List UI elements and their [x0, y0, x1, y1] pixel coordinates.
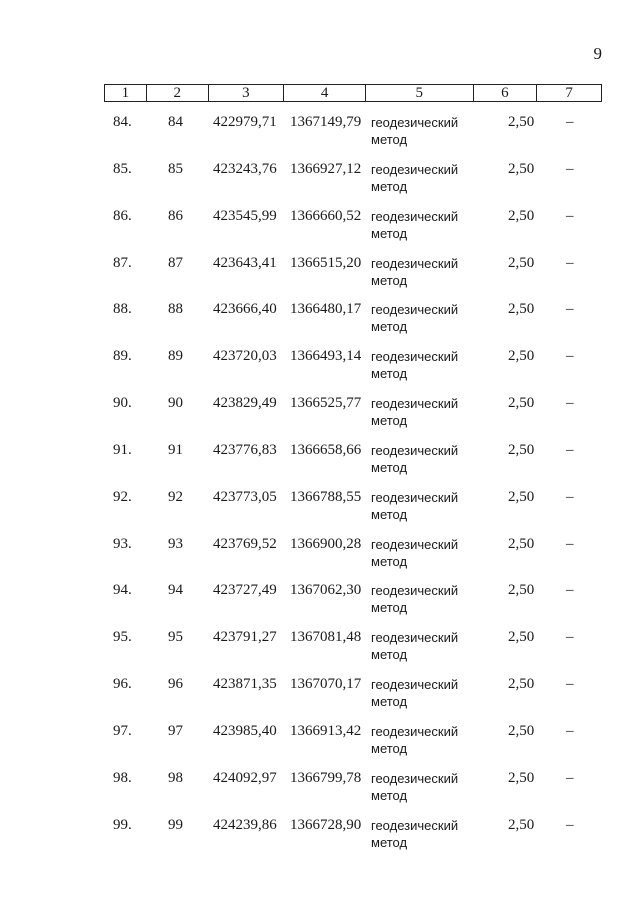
accuracy: 2,50	[508, 676, 535, 693]
method	[371, 489, 481, 523]
method-line-1: геодезический	[371, 583, 459, 599]
point-id: 99	[168, 816, 183, 833]
table-row	[0, 159, 640, 206]
coord-x: 423829,49	[213, 395, 277, 412]
coord-y: 1366660,52	[290, 207, 362, 224]
coord-y: 1366913,42	[290, 722, 362, 739]
point-number: 96.	[113, 676, 132, 693]
method-line-1: геодезический	[371, 161, 459, 177]
method	[371, 536, 481, 570]
method-line-1: геодезический	[371, 489, 459, 505]
method	[371, 676, 481, 710]
method-line-1: геодезический	[371, 115, 459, 130]
dash-mark: –	[566, 816, 574, 833]
method-line-2: метод	[371, 600, 408, 616]
method-line-1: геодезический	[371, 677, 459, 693]
method-line-2: метод	[371, 834, 408, 850]
coord-y: 1366493,14	[290, 348, 362, 365]
accuracy: 2,50	[508, 114, 535, 130]
coord-y: 1366658,66	[290, 441, 362, 458]
accuracy: 2,50	[508, 395, 535, 412]
dash-mark: –	[566, 395, 574, 412]
method-line-1: геодезический	[371, 208, 459, 224]
table-row	[0, 346, 640, 393]
method-line-1: геодезический	[371, 442, 459, 458]
method-line-2: метод	[371, 787, 408, 803]
point-id: 90	[168, 395, 183, 412]
method-line-1: геодезический	[371, 255, 459, 271]
dash-mark: –	[566, 769, 574, 786]
method	[371, 255, 481, 289]
point-id: 98	[168, 769, 183, 786]
coord-x: 423776,83	[213, 441, 277, 458]
dash-mark: –	[566, 582, 574, 599]
accuracy: 2,50	[508, 160, 535, 177]
point-number: 87.	[113, 254, 132, 271]
method-line-2: метод	[371, 506, 408, 522]
method-line-1: геодезический	[371, 302, 459, 318]
table-row	[0, 206, 640, 253]
dash-mark: –	[566, 301, 574, 318]
dash-mark: –	[566, 441, 574, 458]
table-header	[104, 84, 602, 102]
method-line-2: метод	[371, 178, 408, 194]
point-id: 89	[168, 348, 183, 365]
coord-y: 1366799,78	[290, 769, 362, 786]
method-line-1: геодезический	[371, 723, 459, 739]
point-id: 96	[168, 676, 183, 693]
point-number: 95.	[113, 629, 132, 646]
point-id: 94	[168, 582, 183, 599]
method	[371, 301, 481, 335]
method	[371, 723, 481, 757]
method-line-2: метод	[371, 366, 408, 382]
dash-mark: –	[566, 254, 574, 271]
method-line-2: метод	[371, 319, 408, 335]
accuracy: 2,50	[508, 722, 535, 739]
point-id: 87	[168, 254, 183, 271]
coord-y: 1366480,17	[290, 301, 362, 318]
point-id: 93	[168, 535, 183, 552]
point-number: 98.	[113, 769, 132, 786]
point-id: 92	[168, 488, 183, 505]
point-number: 91.	[113, 441, 132, 458]
coord-x: 423985,40	[213, 722, 277, 739]
coord-x: 423545,99	[213, 207, 277, 224]
table-row	[0, 253, 640, 300]
table-row	[0, 815, 640, 862]
method-line-2: метод	[371, 225, 408, 241]
accuracy: 2,50	[508, 816, 535, 833]
header-cell-6: 6	[474, 85, 538, 101]
point-id: 97	[168, 722, 183, 739]
table-row	[0, 534, 640, 581]
table-row	[0, 674, 640, 721]
method	[371, 161, 481, 195]
table-row	[0, 627, 640, 674]
coord-x: 423727,49	[213, 582, 277, 599]
accuracy: 2,50	[508, 535, 535, 552]
coord-x: 424092,97	[213, 769, 277, 786]
coord-x: 423871,35	[213, 676, 277, 693]
coord-x: 423243,76	[213, 160, 277, 177]
table-row	[0, 768, 640, 815]
coord-x: 423720,03	[213, 348, 277, 365]
coord-y: 1367149,79	[290, 114, 362, 130]
header-cell-3: 3	[209, 85, 285, 101]
coord-x: 423769,52	[213, 535, 277, 552]
point-number: 93.	[113, 535, 132, 552]
table-row	[0, 580, 640, 627]
table-row	[0, 721, 640, 768]
point-number: 88.	[113, 301, 132, 318]
method	[371, 114, 481, 148]
coord-y: 1366788,55	[290, 488, 362, 505]
table-row	[0, 299, 640, 346]
accuracy: 2,50	[508, 769, 535, 786]
accuracy: 2,50	[508, 582, 535, 599]
accuracy: 2,50	[508, 301, 535, 318]
method	[371, 582, 481, 616]
method-line-2: метод	[371, 694, 408, 710]
coord-x: 422979,71	[213, 114, 277, 130]
coord-y: 1366525,77	[290, 395, 362, 412]
coord-y: 1366515,20	[290, 254, 362, 271]
coordinate-table-body	[0, 112, 640, 862]
header-cell-7: 7	[565, 85, 573, 101]
table-row	[0, 440, 640, 487]
accuracy: 2,50	[508, 488, 535, 505]
dash-mark: –	[566, 629, 574, 646]
point-number: 94.	[113, 582, 132, 599]
coord-y: 1367081,48	[290, 629, 362, 646]
method-line-2: метод	[371, 132, 408, 147]
method	[371, 770, 481, 804]
coord-x: 423791,27	[213, 629, 277, 646]
dash-mark: –	[566, 160, 574, 177]
point-number: 84.	[113, 114, 132, 130]
table-row	[0, 112, 640, 159]
accuracy: 2,50	[508, 629, 535, 646]
method-line-2: метод	[371, 459, 408, 475]
method-line-1: геодезический	[371, 536, 459, 552]
method	[371, 629, 481, 663]
method-line-1: геодезический	[371, 349, 459, 365]
header-cell-1: 1	[105, 85, 147, 101]
point-number: 92.	[113, 488, 132, 505]
method	[371, 817, 481, 851]
point-id: 91	[168, 441, 183, 458]
header-cell-5: 5	[366, 85, 474, 101]
method-line-1: геодезический	[371, 770, 459, 786]
point-number: 89.	[113, 348, 132, 365]
method-line-1: геодезический	[371, 396, 459, 412]
method-line-2: метод	[371, 647, 408, 663]
table-row	[0, 393, 640, 440]
header-cell-2: 2	[147, 85, 209, 101]
method	[371, 208, 481, 242]
point-number: 85.	[113, 160, 132, 177]
point-id: 85	[168, 160, 183, 177]
point-id: 86	[168, 207, 183, 224]
dash-mark: –	[566, 535, 574, 552]
coord-y: 1366900,28	[290, 535, 362, 552]
dash-mark: –	[566, 488, 574, 505]
coord-x: 424239,86	[213, 816, 277, 833]
method-line-2: метод	[371, 272, 408, 288]
page-number: 9	[593, 44, 602, 63]
coord-y: 1367062,30	[290, 582, 362, 599]
coord-x: 423773,05	[213, 488, 277, 505]
point-number: 90.	[113, 395, 132, 412]
accuracy: 2,50	[508, 207, 535, 224]
method	[371, 395, 481, 429]
method	[371, 348, 481, 382]
coord-x: 423643,41	[213, 254, 277, 271]
table-row	[0, 487, 640, 534]
method-line-2: метод	[371, 740, 408, 756]
dash-mark: –	[566, 722, 574, 739]
point-id: 95	[168, 629, 183, 646]
method-line-2: метод	[371, 553, 408, 569]
point-id: 88	[168, 301, 183, 318]
dash-mark: –	[566, 207, 574, 224]
accuracy: 2,50	[508, 348, 535, 365]
coord-y: 1366728,90	[290, 816, 362, 833]
header-cell-4: 4	[284, 85, 366, 101]
coord-y: 1367070,17	[290, 676, 362, 693]
method	[371, 442, 481, 476]
method-line-1: геодезический	[371, 630, 459, 646]
accuracy: 2,50	[508, 441, 535, 458]
accuracy: 2,50	[508, 254, 535, 271]
dash-mark: –	[566, 114, 574, 130]
coord-x: 423666,40	[213, 301, 277, 318]
dash-mark: –	[566, 676, 574, 693]
point-id: 84	[168, 114, 183, 130]
method-line-1: геодезический	[371, 817, 459, 833]
method-line-2: метод	[371, 413, 408, 429]
point-number: 86.	[113, 207, 132, 224]
dash-mark: –	[566, 348, 574, 365]
point-number: 97.	[113, 722, 132, 739]
coord-y: 1366927,12	[290, 160, 362, 177]
point-number: 99.	[113, 816, 132, 833]
